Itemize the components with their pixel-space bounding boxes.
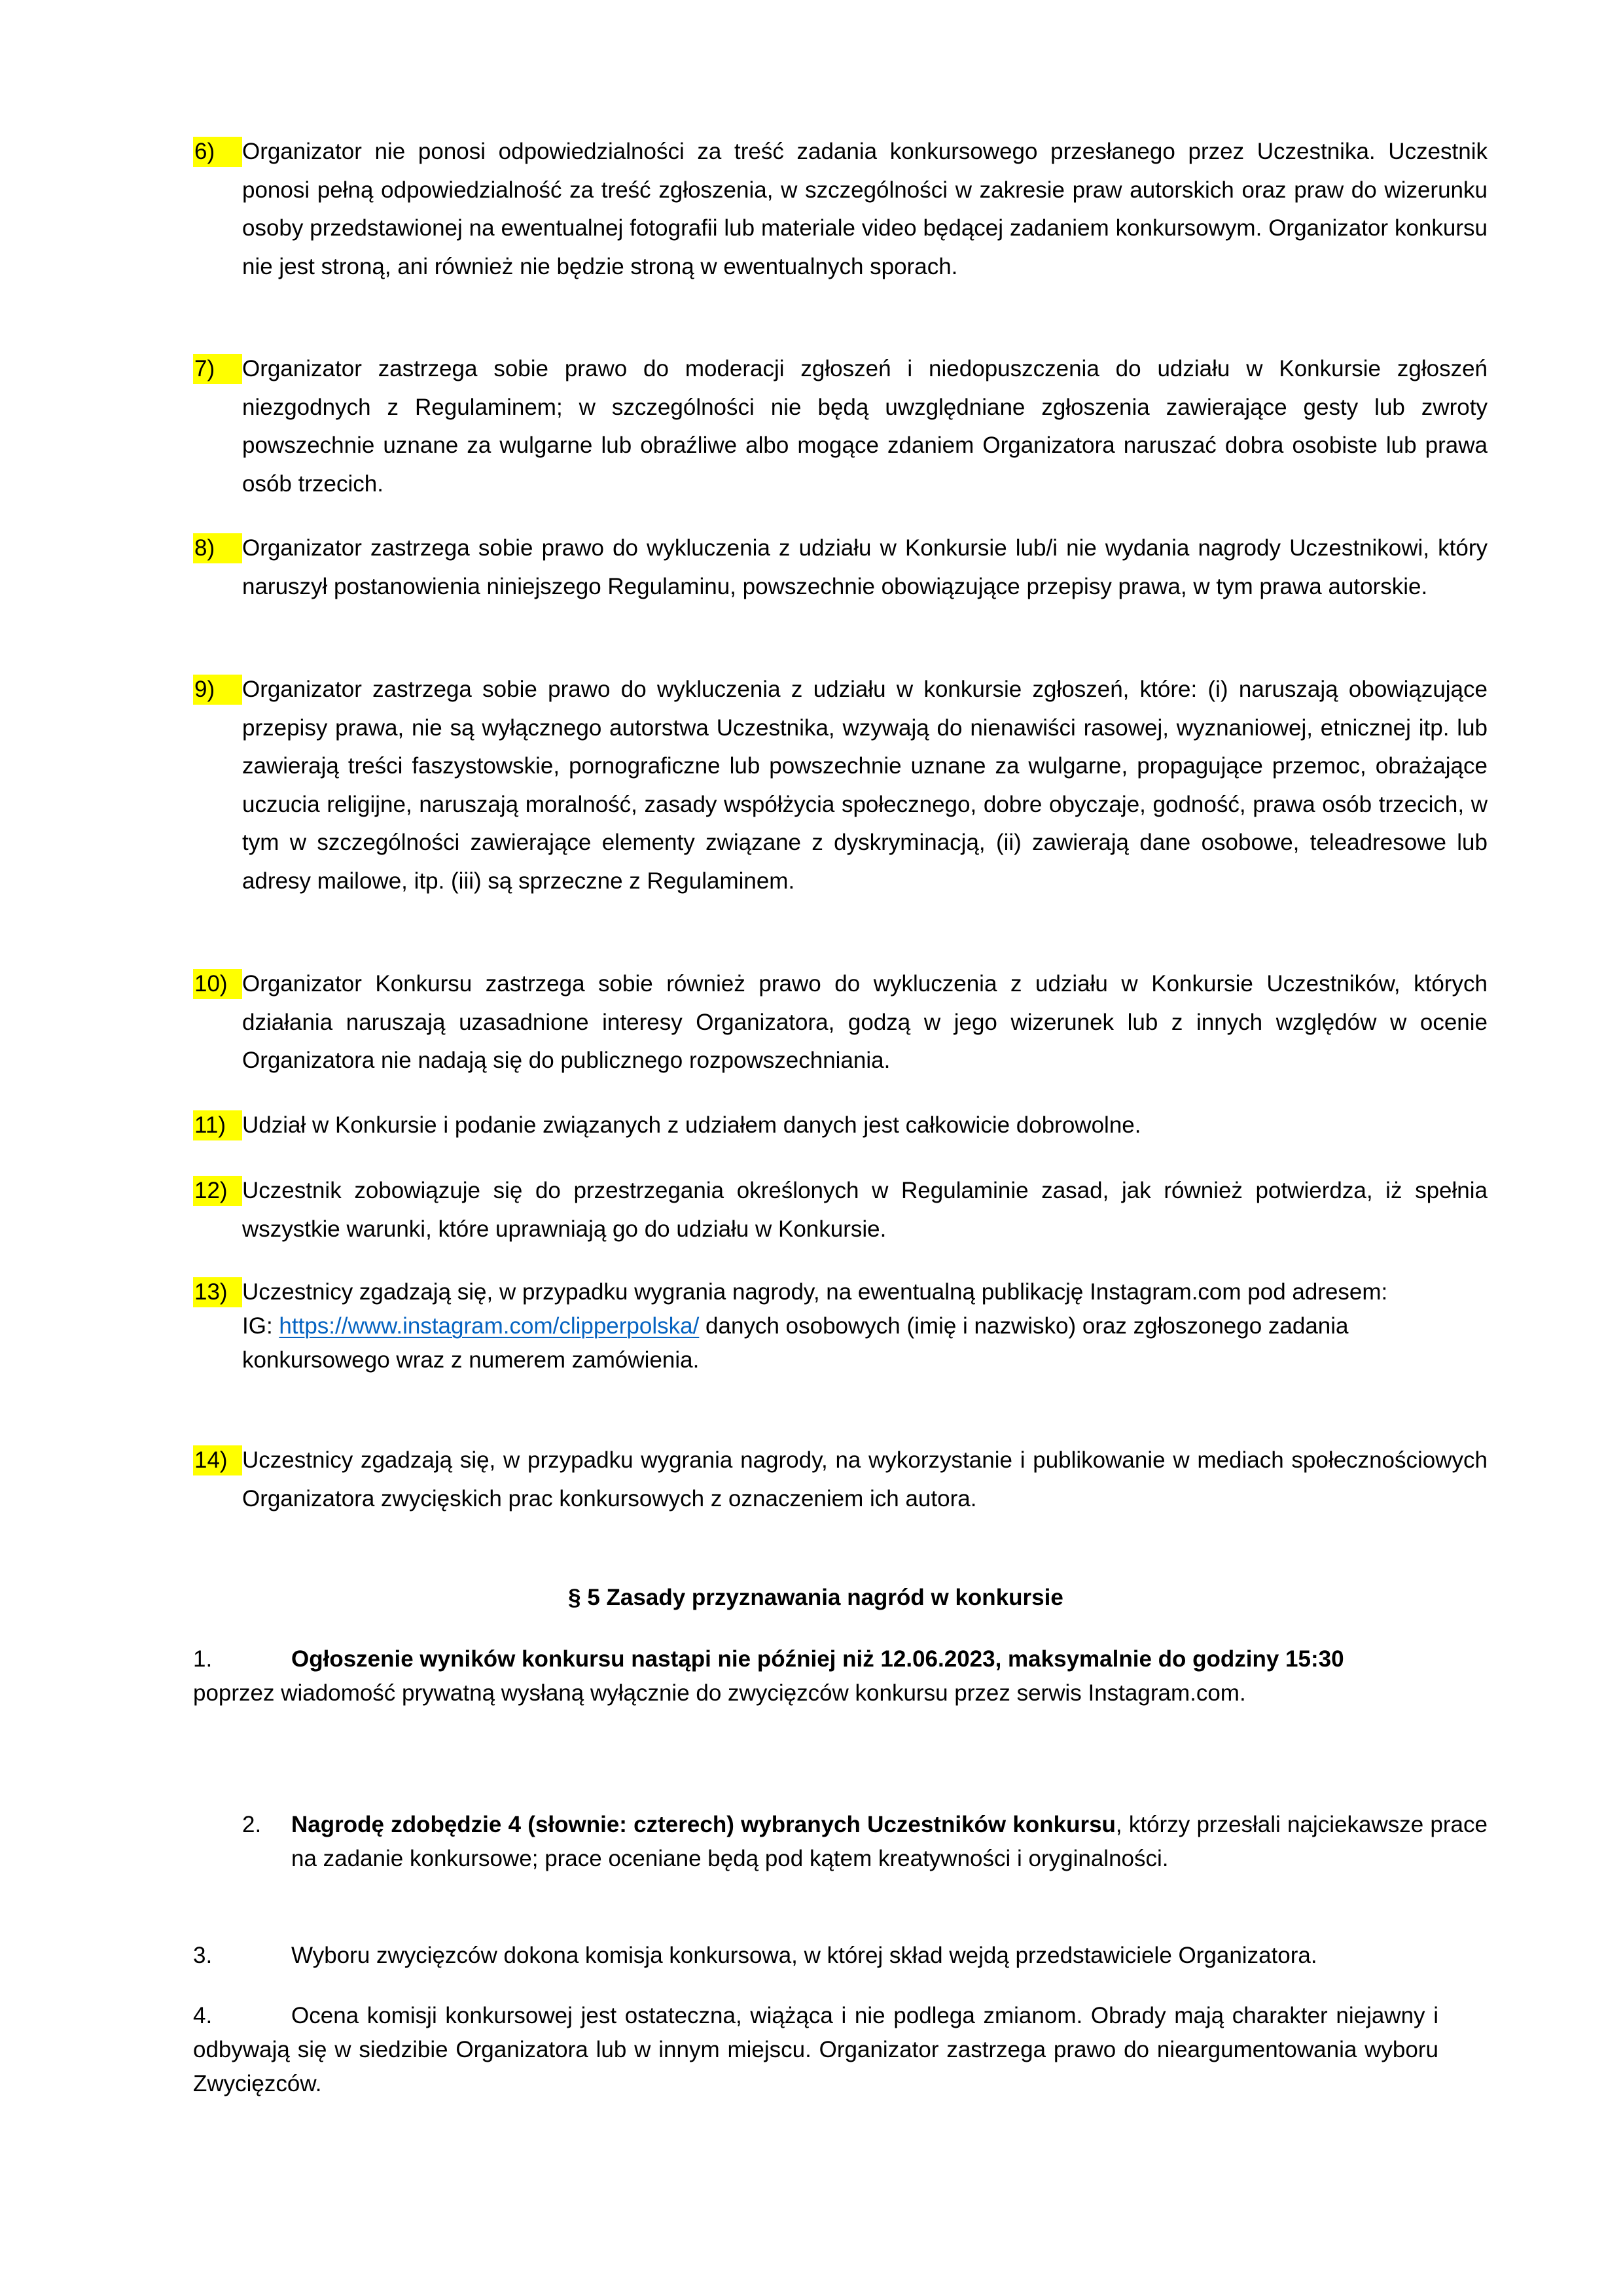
list-item-text: Uczestnicy zgadzają się, w przypadku wygrania nagrody, na wykorzystanie i publikowanie w mediach społecznościowych Organizatora zwycięskich prac konkursowych z oznaczeniem ich autora. — [242, 1447, 1488, 1511]
highlighted-marker: 8) — [193, 533, 242, 563]
list-item-8 — [193, 529, 1488, 606]
item-text: Wyboru zwycięzców dokona komisja konkursowa, w której skład wejdą przedstawiciele Organizatora. — [291, 1943, 1317, 1968]
item-text: poprzez wiadomość prywatną wysłaną wyłącznie do zwycięzców konkursu przez serwis Instagram.com. — [193, 1680, 1246, 1706]
list-item-text: Organizator zastrzega sobie prawo do wykluczenia z udziału w konkursie zgłoszeń, które: (i) naruszają obowiązujące przepisy prawa, nie są wyłącznego autorstwa Uczestnika, wzywają do nienawiści rasowej, wyznaniowej, etnicznej itp. lub zawierają treści faszystowskie, pornograficzne lub powszechnie uznane za wulgarne, propagujące przemoc, obrażające uczucia religijne, naruszają moralność, zasady współżycia społecznego, dobre obyczaje, godność, prawa osób trzecich, w tym w szczególności zawierające elementy związane z dyskryminacją, (ii) zawierają dane osobowe, teleadresowe lub adresy mailowe, itp. (iii) są sprzeczne z Regulaminem. — [242, 677, 1488, 894]
list-item-text: Uczestnik zobowiązuje się do przestrzegania określonych w Regulaminie zasad, jak również potwierdza, iż spełnia wszystkie warunki, które uprawniają go do udziału w Konkursie. — [242, 1178, 1488, 1242]
instagram-link[interactable]: https://www.instagram.com/clipperpolska/ — [279, 1313, 700, 1339]
highlighted-marker: 6) — [193, 137, 242, 167]
highlighted-marker: 9) — [193, 675, 242, 705]
list-item-9 — [193, 671, 1488, 900]
list-item-text: Organizator zastrzega sobie prawo do wykluczenia z udziału w Konkursie lub/i nie wydania nagrody Uczestnikowi, który naruszył postanowienia niniejszego Regulaminu, powszechnie obowiązujące przepisy prawa, w tym prawa autorskie. — [242, 535, 1488, 599]
item-number: 2. — [242, 1812, 262, 1837]
ig-prefix: IG: — [242, 1313, 279, 1339]
item-text: Ocena komisji konkursowej jest ostateczna, wiążąca i nie podlega zmianom. Obrady mają charakter niejawny i odbywają się w siedzibie Organizatora lub w innym miejscu. Organizator zastrzega prawo do nieargumentowania wyboru Zwycięzców. — [193, 2003, 1438, 2096]
list-item-text: Organizator Konkursu zastrzega sobie również prawo do wykluczenia z udziału w Konkursie Uczestników, których działania naruszają uzasadnione interesy Organizatora, godzą w jego wizerunek lub z innych względów w ocenie Organizatora nie nadają się do publicznego rozpowszechniania. — [242, 971, 1488, 1073]
section-heading: § 5 Zasady przyznawania nagród w konkursie — [568, 1585, 1063, 1610]
list-item-12 — [193, 1172, 1488, 1248]
item-text: , którzy przesłali najciekawsze prace na zadanie konkursowe; prace oceniane będą pod kątem kreatywności i oryginalności. — [291, 1812, 1488, 1871]
highlighted-marker: 12) — [193, 1176, 242, 1206]
section-item-1 — [193, 1642, 1438, 1710]
list-item-13 — [193, 1275, 1488, 1377]
highlighted-marker: 7) — [193, 354, 242, 384]
list-item-7 — [193, 350, 1488, 503]
section-item-4 — [193, 1999, 1438, 2101]
list-item-text: Udział w Konkursie i podanie związanych z udziałem danych jest całkowicie dobrowolne. — [242, 1112, 1141, 1138]
highlighted-marker: 10) — [193, 969, 242, 999]
highlighted-marker: 14) — [193, 1445, 242, 1475]
list-item-text: Organizator zastrzega sobie prawo do moderacji zgłoszeń i niedopuszczenia do udziału w Konkursie zgłoszeń niezgodnych z Regulaminem; w szczególności nie będą uwzględniane zgłoszenia zawierające gesty lub zwroty powszechnie uznane za wulgarne lub obraźliwe albo mogące zdaniem Organizatora naruszać dobra osobiste lub prawa osób trzecich. — [242, 356, 1488, 497]
list-item-6 — [193, 133, 1488, 286]
item-number: 4. — [193, 2003, 213, 2028]
list-item-text: Organizator nie ponosi odpowiedzialności za treść zadania konkursowego przesłanego przez Uczestnika. Uczestnik ponosi pełną odpowiedzialność za treść zgłoszenia, w szczególności w zakresie praw autorskich oraz praw do wizerunku osoby przedstawionej na ewentualnej fotografii lub materiale video będącej zadaniem konkursowym. Organizator konkursu nie jest stroną, ani również nie będzie stroną w ewentualnych sporach. — [242, 139, 1488, 279]
list-item-11 — [193, 1106, 1488, 1145]
list-item-14 — [193, 1441, 1488, 1518]
item-number: 1. — [193, 1646, 213, 1672]
section-item-3 — [193, 1939, 1438, 1973]
highlighted-marker: 11) — [193, 1110, 242, 1140]
highlighted-marker: 13) — [193, 1277, 242, 1307]
item-bold-text: Nagrodę zdobędzie 4 (słownie: czterech) wybranych Uczestników konkursu — [291, 1812, 1116, 1837]
item-bold-text: Ogłoszenie wyników konkursu nastąpi nie później niż 12.06.2023, maksymalnie do godziny 15:30 — [291, 1646, 1344, 1672]
list-item-10 — [193, 965, 1488, 1080]
list-item-text-suffix: danych osobowych (imię i nazwisko) oraz zgłoszonego zadania konkursowego wraz z numerem zamówienia. — [242, 1313, 1349, 1373]
section-item-2 — [242, 1808, 1488, 1876]
list-item-text: Uczestnicy zgadzają się, w przypadku wygrania nagrody, na ewentualną publikację Instagram.com pod adresem: — [242, 1279, 1388, 1305]
item-number: 3. — [193, 1943, 213, 1968]
